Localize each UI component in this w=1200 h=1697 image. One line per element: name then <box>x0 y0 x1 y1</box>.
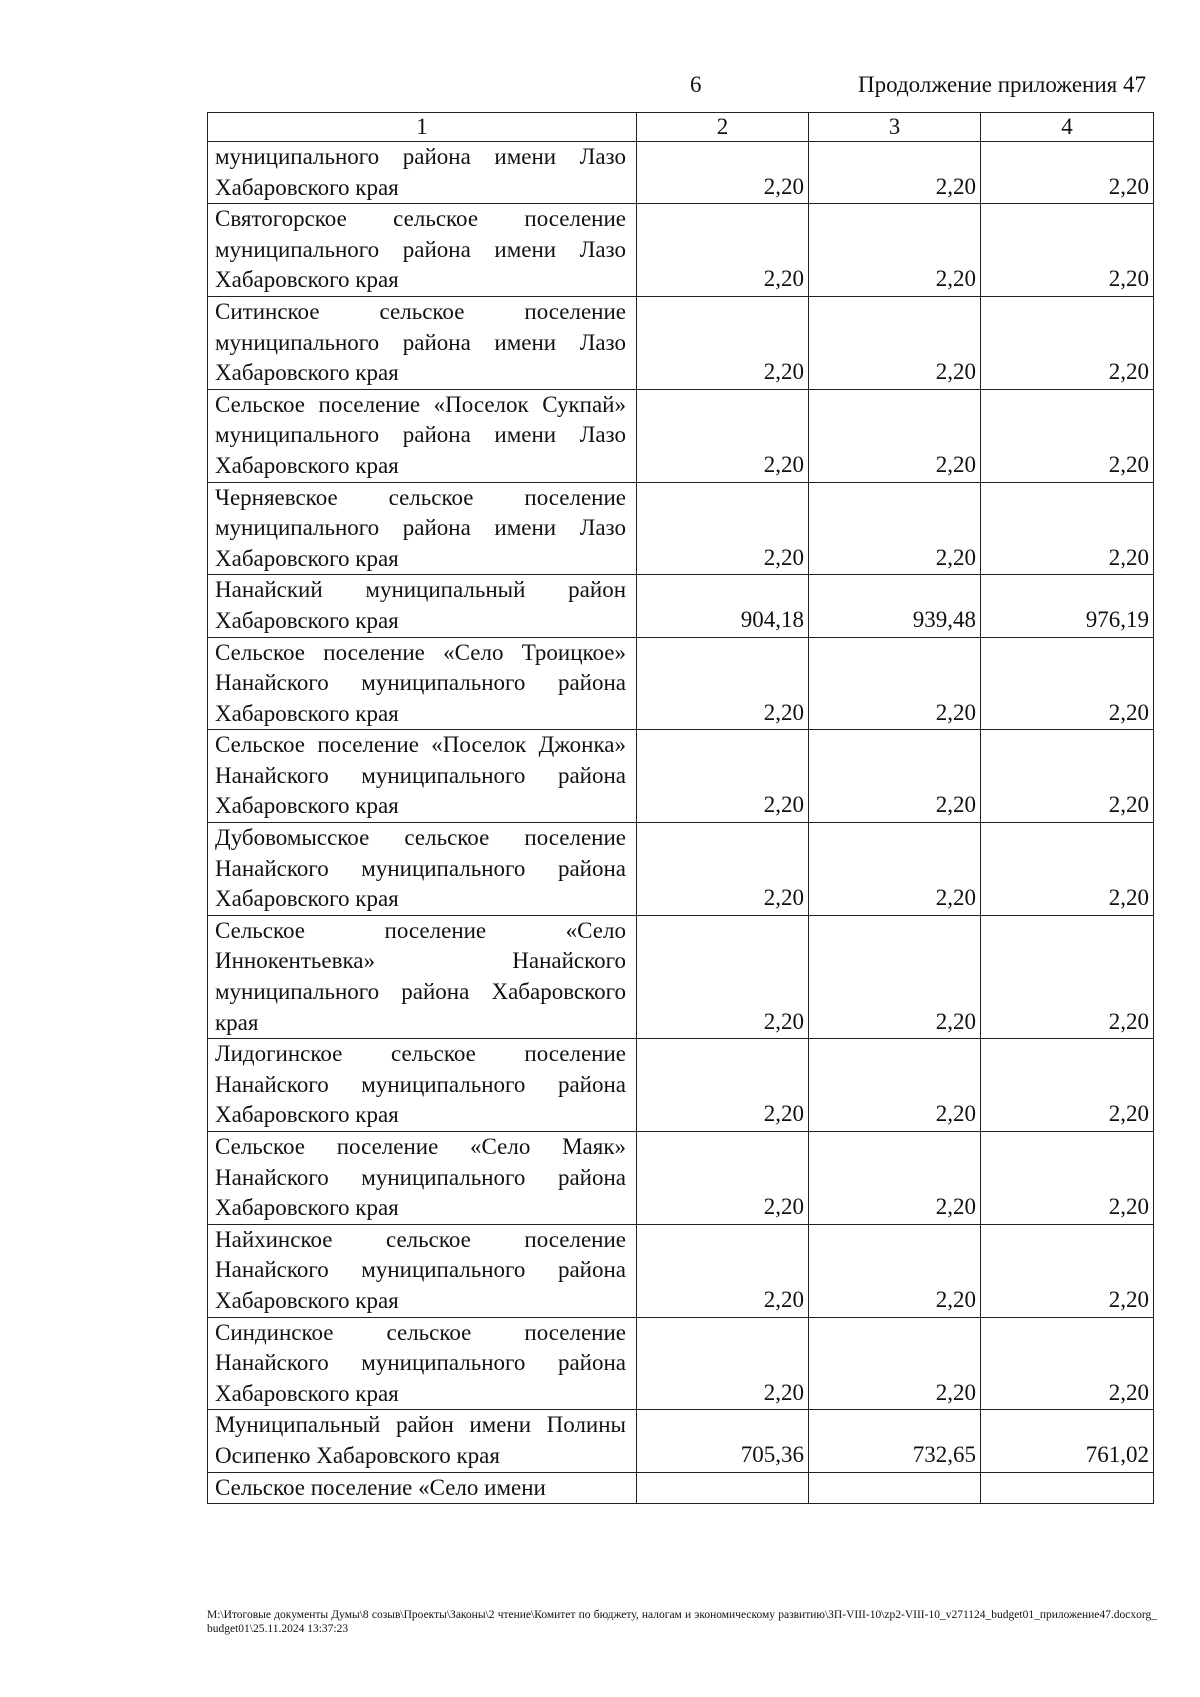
table-row <box>208 142 1154 204</box>
value-cell-col4: 2,20 <box>981 204 1154 297</box>
row-name-cell: Сельское поселение «Поселок Джонка» Нанайского муниципального района Хабаровского края <box>208 730 637 823</box>
value-cell-col4: 2,20 <box>981 1317 1154 1410</box>
table-body <box>208 142 1154 1504</box>
value-cell-col2 <box>637 1472 809 1504</box>
value-cell-col3: 2,20 <box>809 1317 981 1410</box>
value-cell-col4: 2,20 <box>981 142 1154 204</box>
column-header-4: 4 <box>981 113 1154 142</box>
value-cell-col3 <box>809 1472 981 1504</box>
value-cell-col3: 732,65 <box>809 1410 981 1472</box>
value-cell-col4: 761,02 <box>981 1410 1154 1472</box>
row-name-cell: Сельское поселение «Село Троицкое» Нанайского муниципального района Хабаровского края <box>208 637 637 730</box>
value-cell-col2: 705,36 <box>637 1410 809 1472</box>
row-name-cell: Лидогинское сельское поселение Нанайского муниципального района Хабаровского края <box>208 1039 637 1132</box>
value-cell-col4: 2,20 <box>981 1039 1154 1132</box>
table-row <box>208 1224 1154 1317</box>
value-cell-col3: 2,20 <box>809 730 981 823</box>
value-cell-col2: 2,20 <box>637 296 809 389</box>
value-cell-col4: 2,20 <box>981 637 1154 730</box>
value-cell-col2: 2,20 <box>637 482 809 575</box>
table-row <box>208 1410 1154 1472</box>
value-cell-col4 <box>981 1472 1154 1504</box>
value-cell-col3: 2,20 <box>809 1039 981 1132</box>
row-name-cell: Святогорское сельское поселение муниципального района имени Лазо Хабаровского края <box>208 204 637 297</box>
value-cell-col3: 2,20 <box>809 296 981 389</box>
table-header-row <box>208 113 1154 142</box>
value-cell-col3: 2,20 <box>809 823 981 916</box>
table-row <box>208 389 1154 482</box>
value-cell-col3: 2,20 <box>809 482 981 575</box>
value-cell-col2: 2,20 <box>637 730 809 823</box>
row-name-cell: Муниципальный район имени Полины Осипенко Хабаровского края <box>208 1410 637 1472</box>
value-cell-col4: 2,20 <box>981 296 1154 389</box>
column-header-3: 3 <box>809 113 981 142</box>
row-name-cell: Сельское поселение «Село Маяк» Нанайского муниципального района Хабаровского края <box>208 1132 637 1225</box>
table-row <box>208 1039 1154 1132</box>
value-cell-col3: 939,48 <box>809 575 981 637</box>
value-cell-col4: 2,20 <box>981 389 1154 482</box>
value-cell-col2: 2,20 <box>637 389 809 482</box>
continuation-title: Продолжение приложения 47 <box>858 72 1146 97</box>
row-name-cell: Сельское поселение «Поселок Сукпай» муниципального района имени Лазо Хабаровского края <box>208 389 637 482</box>
row-name-cell: Найхинское сельское поселение Нанайского муниципального района Хабаровского края <box>208 1224 637 1317</box>
row-name-cell: муниципального района имени Лазо Хабаровского края <box>208 142 637 204</box>
table-row <box>208 1472 1154 1504</box>
value-cell-col2: 904,18 <box>637 575 809 637</box>
row-name-cell: Ситинское сельское поселение муниципального района имени Лазо Хабаровского края <box>208 296 637 389</box>
footer-file-path: M:\Итоговые документы Думы\8 созыв\Проекты\Законы\2 чтение\Комитет по бюджету, налогам и экономическому развитию\ЗП-VIII-10\zp2-VIII-10_v271124_budget01_приложение47.docxorg_budget01\25.11.2024 13:37:23 <box>207 1609 1157 1635</box>
value-cell-col2: 2,20 <box>637 637 809 730</box>
value-cell-col4: 2,20 <box>981 1132 1154 1225</box>
value-cell-col3: 2,20 <box>809 915 981 1038</box>
table-row <box>208 915 1154 1038</box>
value-cell-col3: 2,20 <box>809 637 981 730</box>
table-row <box>208 482 1154 575</box>
column-header-2: 2 <box>637 113 809 142</box>
value-cell-col3: 2,20 <box>809 142 981 204</box>
value-cell-col2: 2,20 <box>637 823 809 916</box>
value-cell-col4: 2,20 <box>981 915 1154 1038</box>
table-row <box>208 204 1154 297</box>
value-cell-col2: 2,20 <box>637 1132 809 1225</box>
table-row <box>208 296 1154 389</box>
value-cell-col4: 2,20 <box>981 823 1154 916</box>
budget-table <box>207 112 1154 1504</box>
value-cell-col2: 2,20 <box>637 142 809 204</box>
value-cell-col4: 2,20 <box>981 730 1154 823</box>
value-cell-col2: 2,20 <box>637 1224 809 1317</box>
value-cell-col4: 2,20 <box>981 1224 1154 1317</box>
column-header-1: 1 <box>208 113 637 142</box>
value-cell-col4: 976,19 <box>981 575 1154 637</box>
table-row <box>208 575 1154 637</box>
row-name-cell: Дубовомысское сельское поселение Нанайского муниципального района Хабаровского края <box>208 823 637 916</box>
table-row <box>208 637 1154 730</box>
table-row <box>208 730 1154 823</box>
value-cell-col2: 2,20 <box>637 915 809 1038</box>
row-name-cell: Сельское поселение «Село Иннокентьевка» Нанайского муниципального района Хабаровского края <box>208 915 637 1038</box>
row-name-cell: Нанайский муниципальный район Хабаровского края <box>208 575 637 637</box>
value-cell-col4: 2,20 <box>981 482 1154 575</box>
table-row <box>208 1132 1154 1225</box>
value-cell-col2: 2,20 <box>637 1039 809 1132</box>
table-row <box>208 823 1154 916</box>
value-cell-col3: 2,20 <box>809 204 981 297</box>
value-cell-col2: 2,20 <box>637 1317 809 1410</box>
row-name-cell: Сельское поселение «Село имени <box>208 1472 637 1504</box>
value-cell-col3: 2,20 <box>809 1132 981 1225</box>
row-name-cell: Черняевское сельское поселение муниципального района имени Лазо Хабаровского края <box>208 482 637 575</box>
page-number: 6 <box>690 72 702 97</box>
value-cell-col2: 2,20 <box>637 204 809 297</box>
value-cell-col3: 2,20 <box>809 1224 981 1317</box>
table-row <box>208 1317 1154 1410</box>
value-cell-col3: 2,20 <box>809 389 981 482</box>
row-name-cell: Синдинское сельское поселение Нанайского муниципального района Хабаровского края <box>208 1317 637 1410</box>
